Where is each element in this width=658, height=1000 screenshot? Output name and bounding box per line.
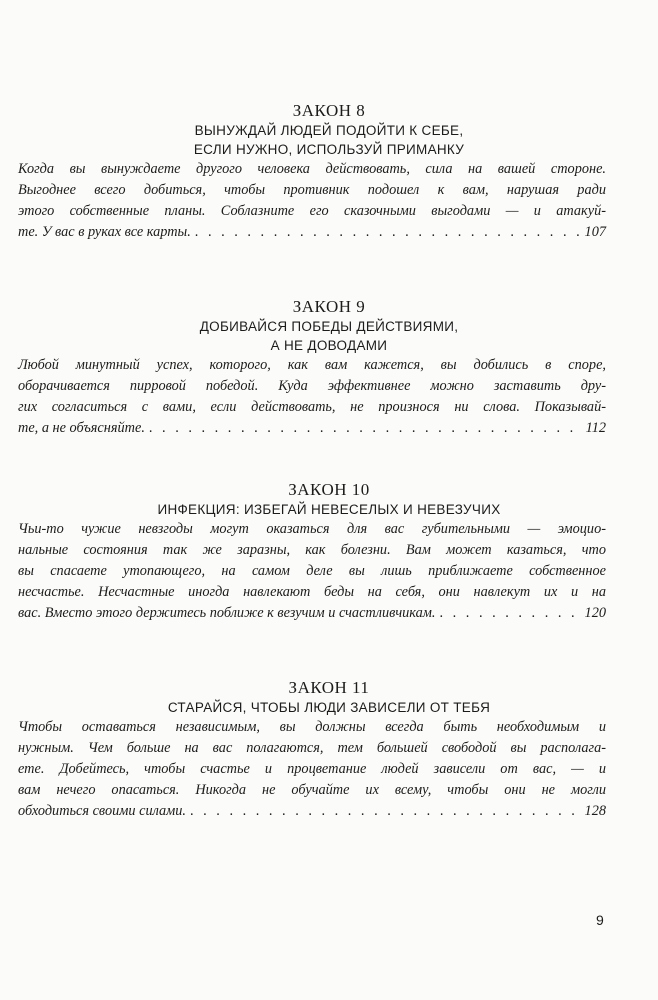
page-reference: 112: [585, 420, 606, 436]
law-description: [18, 159, 606, 243]
law-8-entry: [0, 101, 658, 243]
description-line: вам нечего опасаться. Никогда не обучайте их всему, чтобы они не могли: [18, 782, 606, 798]
law-title: [0, 500, 658, 519]
description-line: этого собственные планы. Соблазните его сказочными выгодами — и атакуй-: [18, 203, 606, 219]
law-description: [18, 355, 606, 439]
dot-leader: [149, 418, 580, 439]
law-description: [18, 717, 606, 822]
law-number: ЗАКОН 8: [292, 101, 366, 120]
toc-entry-line: [18, 418, 606, 439]
law-11-entry: [0, 678, 658, 822]
description-line: нужным. Чем больше на вас полагаются, тем большей свободой вы располага-: [18, 740, 606, 756]
toc-entry-line: [18, 603, 606, 624]
description-line: Когда вы вынуждаете другого человека действовать, сила на вашей стороне.: [18, 161, 606, 177]
law-description: [18, 519, 606, 624]
description-line: гих согласиться с вами, если действовать, не произнося ни слова. Показывай-: [18, 399, 606, 415]
description-last-line: те, а не объясняйте.: [18, 420, 145, 436]
law-title: [0, 698, 658, 717]
law-10-entry: [0, 480, 658, 624]
description-line: Любой минутный успех, которого, как вам кажется, вы добились в споре,: [18, 357, 606, 373]
description-last-line: вас. Вместо этого держитесь поближе к везучим и счастливчикам.: [18, 605, 436, 621]
law-title-line: ВЫНУЖДАЙ ЛЮДЕЙ ПОДОЙТИ К СЕБЕ,: [194, 123, 464, 138]
law-title: [0, 121, 658, 159]
page-number: 9: [596, 912, 604, 928]
law-title-line: СТАРАЙСЯ, ЧТОБЫ ЛЮДИ ЗАВИСЕЛИ ОТ ТЕБЯ: [167, 700, 491, 715]
description-line: вы спасаете утопающего, на самом деле вы лишь приближаете собственное: [18, 563, 606, 579]
page-reference: 120: [584, 605, 606, 621]
toc-entry-line: [18, 222, 606, 243]
description-last-line: обходиться своими силами.: [18, 803, 186, 819]
law-title-line: А НЕ ДОВОДАМИ: [270, 338, 388, 353]
law-title: [0, 317, 658, 355]
description-line: оборачивается пирровой победой. Куда эффективнее можно заставить дру-: [18, 378, 606, 394]
dot-leader: [195, 222, 579, 243]
description-last-line: те. У вас в руках все карты.: [18, 224, 191, 240]
law-title-line: ИНФЕКЦИЯ: ИЗБЕГАЙ НЕВЕСЕЛЫХ И НЕВЕЗУЧИХ: [157, 502, 501, 517]
description-line: нальные состояния так же заразны, как болезни. Вам может казаться, что: [18, 542, 606, 558]
description-line: Чьи-то чужие невзгоды могут оказаться для вас губительными — эмоцио-: [18, 521, 606, 537]
description-line: Выгоднее всего добиться, чтобы противник подошел к вам, нарушая ради: [18, 182, 606, 198]
law-number: ЗАКОН 11: [288, 678, 370, 697]
page-reference: 128: [584, 803, 606, 819]
law-title-line: ДОБИВАЙСЯ ПОБЕДЫ ДЕЙСТВИЯМИ,: [199, 319, 459, 334]
dot-leader: [440, 603, 579, 624]
law-number: ЗАКОН 9: [292, 297, 366, 316]
dot-leader: [190, 801, 579, 822]
description-line: несчастье. Несчастные иногда навлекают беды на себя, они навлекут их и на: [18, 584, 606, 600]
law-number: ЗАКОН 10: [288, 480, 370, 499]
page-reference: 107: [584, 224, 606, 240]
description-line: Чтобы оставаться независимым, вы должны всегда быть необходимым и: [18, 719, 606, 735]
law-9-entry: [0, 297, 658, 439]
toc-entry-line: [18, 801, 606, 822]
law-title-line: ЕСЛИ НУЖНО, ИСПОЛЬЗУЙ ПРИМАНКУ: [193, 142, 465, 157]
description-line: ете. Добейтесь, чтобы счастье и процветание людей зависели от вас, — и: [18, 761, 606, 777]
